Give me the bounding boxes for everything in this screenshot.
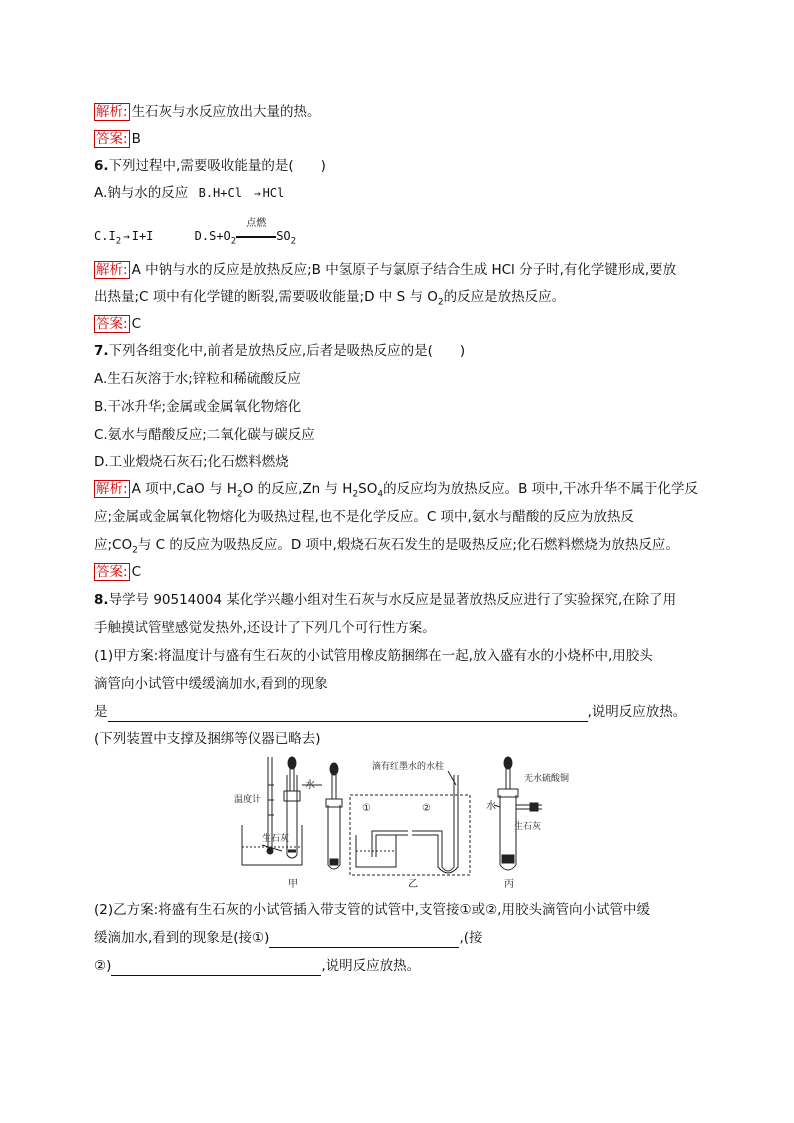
analysis-text: 生石灰与水反应放出大量的热。 xyxy=(131,104,321,120)
q7-analysis-l3: 应$;CO_2$与 C 的反应为吸热反应。D 项中,煅烧石灰石发生的是吸热反应;化石燃料燃烧为放热反应。 xyxy=(94,537,679,556)
q7-analysis-l2: 应;金属或金属氧化物熔化为吸热过程,也不是化学反应。C 项中,氨水与醋酸的反应为放热反 xyxy=(94,509,634,525)
option-b: B.H+Cl → HCl xyxy=(198,186,285,200)
apparatus-jia xyxy=(242,757,322,865)
q8-l1: 8.导学号 90514004 某化学兴趣小组对生石灰与水反应是显著放热反应进行了实验探究,在除了用 xyxy=(94,592,677,608)
q6-stem xyxy=(94,156,326,176)
apparatus-yi-utube xyxy=(412,771,458,873)
arrow-icon: → xyxy=(253,187,261,200)
question-number: 6. xyxy=(94,158,109,174)
question-number: 8. xyxy=(94,592,109,608)
answer-text: B xyxy=(131,131,141,147)
q7-option-d: D.工业煅烧石灰石;化石燃料燃烧 xyxy=(94,454,289,470)
option-a: A.钠与水的反应 xyxy=(94,185,189,201)
q6-options-cd xyxy=(94,218,297,251)
q8-l4: 滴管向小试管中缓缓滴加水,看到的现象 xyxy=(94,676,328,692)
answer-blank-2[interactable] xyxy=(269,933,459,948)
q7-option-b: B.干冰升华;金属或金属氧化物熔化 xyxy=(94,399,302,415)
label-circle-1: ① xyxy=(362,803,371,814)
option-c: $C.I_2 \to I+I$ xyxy=(94,229,154,247)
caption-yi: 乙 xyxy=(408,879,418,890)
q5-answer xyxy=(94,129,141,149)
label-red-ink: 滴有红墨水的水柱 xyxy=(372,762,445,772)
label-lime-c: 生石灰 xyxy=(514,822,542,832)
answer-text: C xyxy=(131,564,141,580)
reaction-condition: 点燃 xyxy=(236,226,276,246)
q6-analysis-l1 xyxy=(94,260,676,280)
q8-l2: 手触摸试管壁感觉发热外,还设计了下列几个可行性方案。 xyxy=(94,620,436,636)
q6-options-ab xyxy=(94,183,284,204)
q7-answer xyxy=(94,562,141,582)
option-d: $D.S+O_2$ 点燃 $SO_2$ xyxy=(194,218,297,247)
answer-text: C xyxy=(131,316,141,332)
label-water-c: 水 xyxy=(486,801,496,812)
label-circle-2: ② xyxy=(422,803,431,814)
apparatus-jia-tube xyxy=(326,763,342,869)
analysis-tag: 解析: xyxy=(96,104,128,120)
q8-l6: (下列装置中支撑及捆绑等仪器已略去) xyxy=(94,731,321,747)
experiment-apparatus-figure xyxy=(232,755,582,890)
answer-blank-1[interactable] xyxy=(108,707,588,722)
q7-option-a: A.生石灰溶于水;锌粒和稀硫酸反应 xyxy=(94,371,301,387)
q8-l8: 缓滴加水,看到的现象是(接①) ,(接 xyxy=(94,930,483,946)
answer-tag: 答案: xyxy=(96,316,128,332)
label-cuso4: 无水硫酸铜 xyxy=(524,774,570,784)
answer-tag: 答案: xyxy=(96,564,128,580)
analysis-text: A 中钠与水的反应是放热反应;B 中氢原子与氯原子结合生成 HCl 分子时,有化学键形成,要放 xyxy=(131,262,677,278)
q7-analysis-l1: 解析: A 项中,CaO 与 $H_2O$ 的反应,Zn 与 $H_2SO_4$的反应均为放热反应。B 项中,干冰升华不属于化学反 xyxy=(96,481,698,500)
question-stem: 下列过程中,需要吸收能量的是( ) xyxy=(108,158,326,174)
q6-analysis-l2: 出热量;C 项中有化学键的断裂,需要吸收能量;D 中 S 与 $O_2$的反应是放热反应。 xyxy=(94,289,566,308)
q7-stem xyxy=(94,341,465,361)
q6-answer xyxy=(94,314,141,334)
analysis-tag: 解析: xyxy=(96,481,128,497)
q5-analysis xyxy=(94,102,321,122)
arrow-icon: → xyxy=(123,230,130,243)
q8-l7: (2)乙方案:将盛有生石灰的小试管插入带支管的试管中,支管接①或②,用胶头滴管向小试管中缓 xyxy=(94,902,650,918)
answer-tag: 答案: xyxy=(96,131,128,147)
label-water: 水 xyxy=(305,780,315,791)
label-thermometer: 温度计 xyxy=(234,795,262,805)
analysis-tag: 解析: xyxy=(96,262,128,278)
question-stem: 下列各组变化中,前者是放热反应,后者是吸热反应的是( ) xyxy=(108,343,466,359)
question-number: 7. xyxy=(94,343,109,359)
q8-l9: ②) ,说明反应放热。 xyxy=(94,958,421,974)
apparatus-yi-beaker xyxy=(356,831,408,867)
q8-l3: (1)甲方案:将温度计与盛有生石灰的小试管用橡皮筋捆绑在一起,放入盛有水的小烧杯中,用胶头 xyxy=(94,648,653,664)
label-lime-a: 生石灰 xyxy=(262,834,290,844)
q7-option-c: C.氨水与醋酸反应;二氧化碳与碳反应 xyxy=(94,427,315,443)
q8-l5: 是 ,说明反应放热。 xyxy=(94,704,687,720)
answer-blank-3[interactable] xyxy=(111,961,321,976)
caption-bing: 丙 xyxy=(504,879,514,890)
caption-jia: 甲 xyxy=(288,879,298,890)
